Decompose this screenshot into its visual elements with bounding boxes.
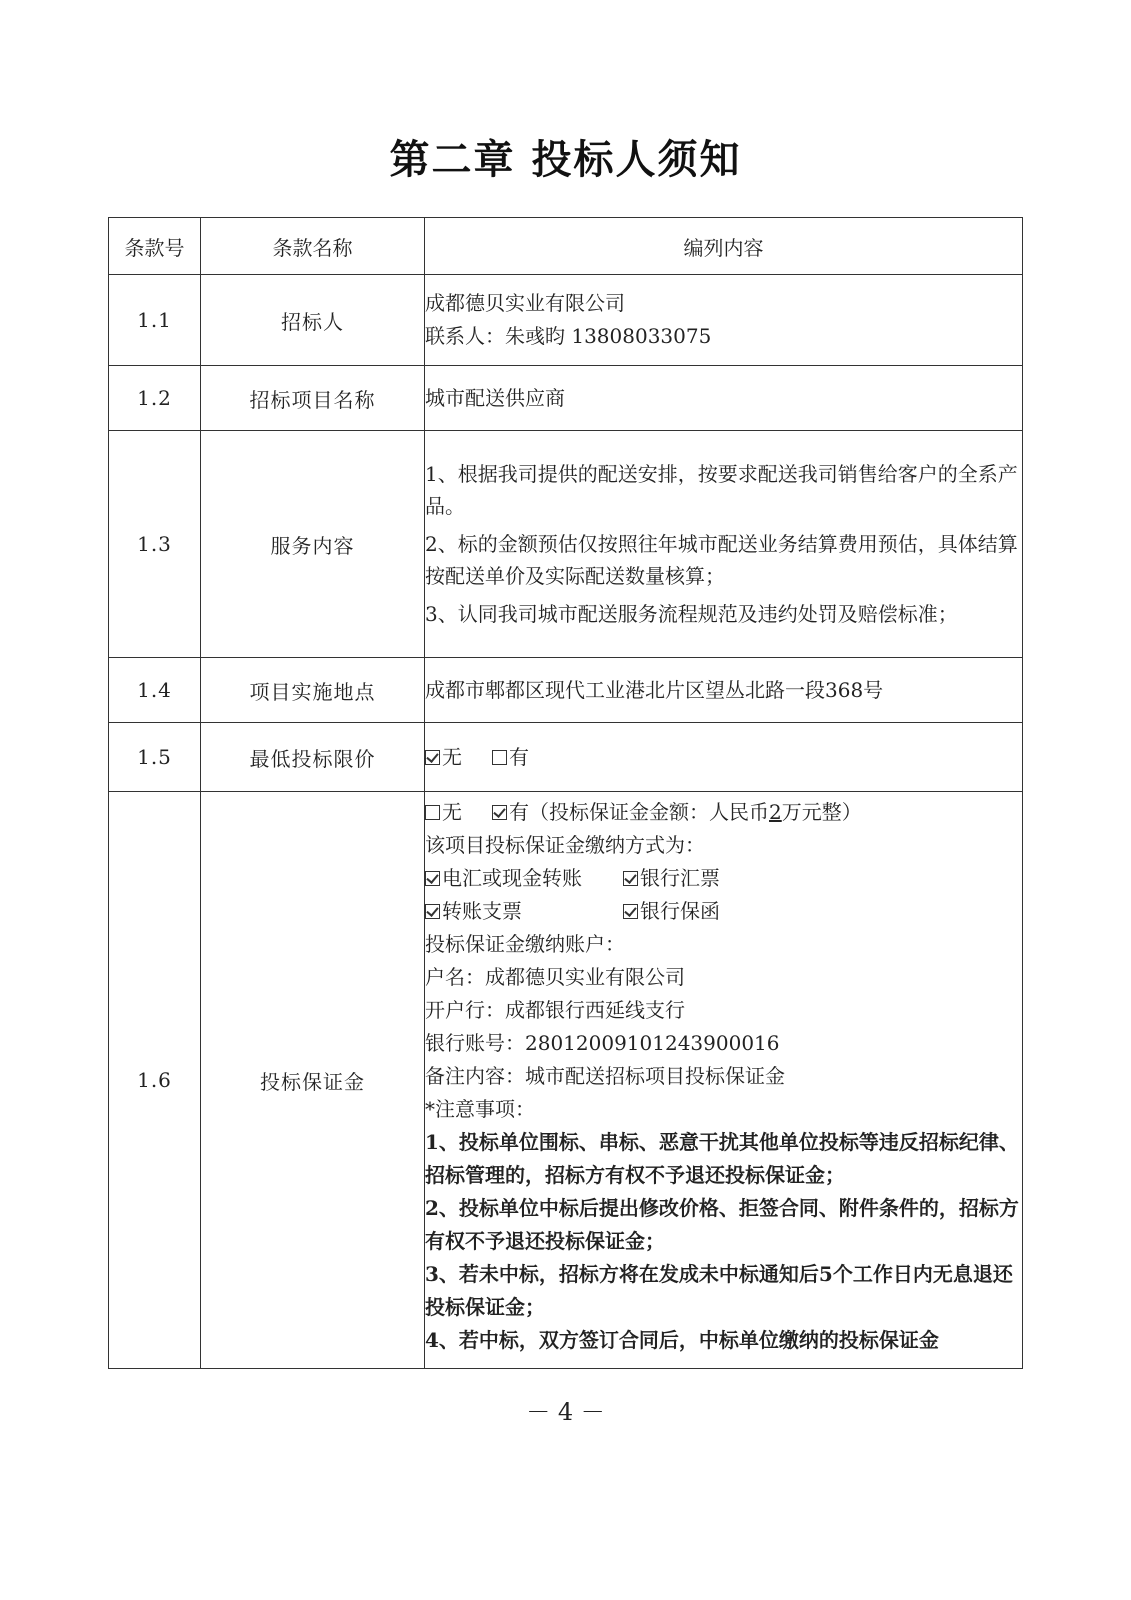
checkbox-checked-icon[interactable] (425, 904, 440, 919)
table-header-row (109, 218, 1023, 275)
account-name: 户名：成都德贝实业有限公司 (425, 965, 685, 989)
option-has-label: 有 (509, 744, 529, 769)
table-row (109, 275, 1023, 366)
tenderer-name: 成都德贝实业有限公司 (425, 291, 625, 315)
clause-content (425, 723, 1023, 792)
service-item: 3、认同我司城市配送服务流程规范及违约处罚及赔偿标准； (425, 602, 958, 626)
header-clause-number: 条款号 (109, 218, 201, 275)
clause-number: 1.4 (109, 658, 201, 723)
clause-name: 招标项目名称 (201, 366, 425, 431)
table-row (109, 723, 1023, 792)
page-number: － 4 － (526, 1398, 605, 1426)
service-item: 1、根据我司提供的配送安排，按要求配送我司销售给客户的全系产品。 (425, 462, 1018, 518)
payment-method-title: 该项目投标保证金缴纳方式为： (425, 833, 705, 857)
checkbox-checked-icon[interactable] (492, 805, 507, 820)
chapter-title: 第二章 投标人须知 (389, 137, 742, 183)
clause-number: 1.1 (109, 275, 201, 366)
notice-item: 1、投标单位围标、串标、恶意干扰其他单位投标等违反招标纪律、招标管理的，招标方有权不予退还投标保证金； (425, 1130, 1019, 1187)
account-title: 投标保证金缴纳账户： (425, 932, 625, 956)
clause-name: 项目实施地点 (201, 658, 425, 723)
payment-method-line (425, 862, 1022, 895)
clause-content (425, 792, 1023, 1369)
deposit-option-none: 无 (442, 800, 462, 824)
table-row (109, 431, 1023, 658)
clause-content: 城市配送供应商 (425, 366, 1023, 431)
notice-item: 3、若未中标，招标方将在发成未中标通知后5个工作日内无息退还投标保证金； (425, 1262, 1013, 1319)
tenderer-contact: 联系人：朱彧昀 13808033075 (425, 324, 712, 348)
option-none-label: 无 (442, 744, 462, 769)
deposit-option-has-prefix: 有（投标保证金金额：人民币 (509, 800, 769, 824)
payment-method-option: 电汇或现金转账 (442, 866, 582, 890)
notice-item: 2、投标单位中标后提出修改价格、拒签合同、附件条件的，招标方有权不予退还投标保证金； (425, 1196, 1019, 1253)
checkbox-unchecked-icon[interactable] (425, 805, 440, 820)
bidder-instructions-table (108, 217, 1023, 1369)
account-remark: 备注内容：城市配送招标项目投标保证金 (425, 1064, 785, 1088)
payment-method-line (425, 895, 1022, 928)
deposit-option-has-suffix: 万元整） (781, 800, 862, 824)
checkbox-checked-icon[interactable] (425, 750, 440, 765)
table-row (109, 792, 1023, 1369)
clause-number: 1.5 (109, 723, 201, 792)
header-content: 编列内容 (425, 218, 1023, 275)
checkbox-checked-icon[interactable] (623, 904, 638, 919)
header-clause-name: 条款名称 (201, 218, 425, 275)
checkbox-checked-icon[interactable] (623, 871, 638, 886)
service-item: 2、标的金额预估仅按照往年城市配送业务结算费用预估，具体结算按配送单价及实际配送数量核算； (425, 532, 1018, 588)
clause-content (425, 275, 1023, 366)
clause-content (425, 431, 1023, 658)
payment-method-option: 银行保函 (640, 899, 720, 923)
account-number: 银行账号：28012009101243900016 (425, 1031, 780, 1055)
checkbox-unchecked-icon[interactable] (492, 750, 507, 765)
account-bank: 开户行：成都银行西延线支行 (425, 998, 685, 1022)
notice-title: *注意事项： (425, 1097, 535, 1121)
table-row (109, 658, 1023, 723)
payment-method-option: 转账支票 (442, 899, 522, 923)
deposit-option-line (425, 796, 1022, 829)
clause-name: 招标人 (201, 275, 425, 366)
clause-name: 服务内容 (201, 431, 425, 658)
notice-item: 4、若中标，双方签订合同后，中标单位缴纳的投标保证金 (425, 1328, 939, 1352)
clause-number: 1.3 (109, 431, 201, 658)
table-row (109, 366, 1023, 431)
payment-method-option: 银行汇票 (640, 866, 720, 890)
clause-name: 投标保证金 (201, 792, 425, 1369)
clause-content: 成都市郫都区现代工业港北片区望丛北路一段368号 (425, 658, 1023, 723)
deposit-amount: 2 (769, 800, 782, 824)
clause-name: 最低投标限价 (201, 723, 425, 792)
clause-number: 1.2 (109, 366, 201, 431)
checkbox-checked-icon[interactable] (425, 871, 440, 886)
clause-number: 1.6 (109, 792, 201, 1369)
